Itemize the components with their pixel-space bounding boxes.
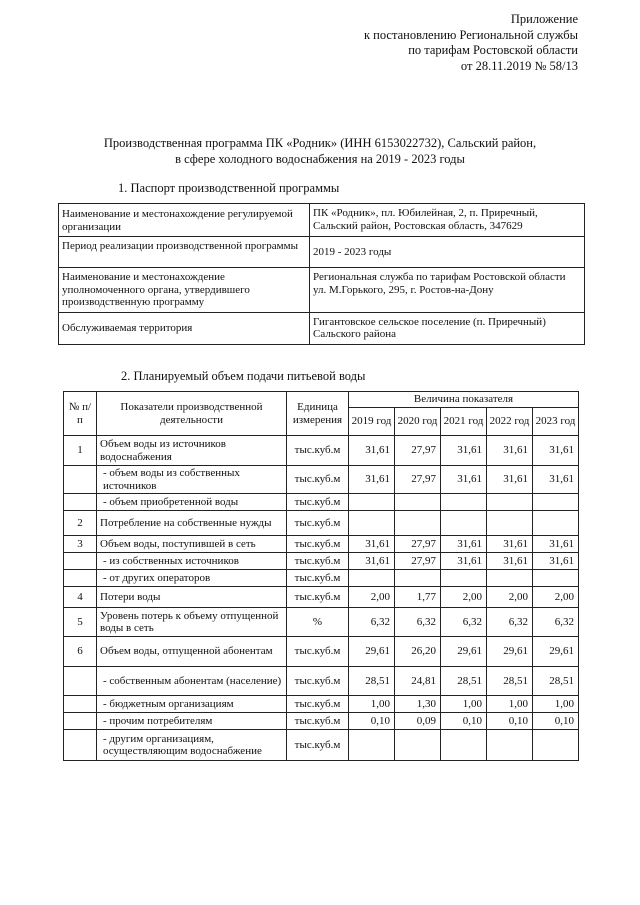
- col-header-number: № п/п: [64, 392, 97, 436]
- value-cell: 27,97: [395, 536, 441, 553]
- title-line: Производственная программа ПК «Родник» (ИНН 6153022732), Сальский район,: [103, 136, 537, 150]
- indicator-name: - собственным абонентам (население): [97, 667, 287, 696]
- unit-cell: %: [287, 608, 349, 637]
- value-cell: 0,10: [487, 713, 533, 730]
- appendix-line: по тарифам Ростовской области: [408, 43, 578, 57]
- value-cell: 2,00: [487, 587, 533, 608]
- value-cell: [395, 570, 441, 587]
- indicator-name: - бюджетным организациям: [97, 696, 287, 713]
- value-cell: [487, 511, 533, 536]
- table-row: [64, 696, 579, 713]
- value-cell: [441, 570, 487, 587]
- value-cell: 31,61: [441, 536, 487, 553]
- unit-cell: тыс.куб.м: [287, 637, 349, 667]
- appendix-line: от 28.11.2019 № 58/13: [460, 58, 578, 73]
- unit-cell: тыс.куб.м: [287, 730, 349, 761]
- indicator-name: - из собственных источников: [97, 553, 287, 570]
- value-cell: 1,00: [349, 696, 395, 713]
- passport-value: Гигантовское сельское поселение (п. Приречный) Сальского района: [310, 312, 585, 344]
- table-row: [64, 587, 579, 608]
- value-cell: [349, 730, 395, 761]
- indicator-name: Объем воды, поступившей в сеть: [97, 536, 287, 553]
- indicator-name: - прочим потребителям: [97, 713, 287, 730]
- value-cell: 1,30: [395, 696, 441, 713]
- value-cell: 29,61: [487, 637, 533, 667]
- table-row: [64, 570, 579, 587]
- unit-cell: тыс.куб.м: [287, 570, 349, 587]
- value-cell: 27,97: [395, 466, 441, 494]
- value-cell: 31,61: [441, 466, 487, 494]
- appendix-line: Приложение: [510, 12, 578, 26]
- value-cell: 1,77: [395, 587, 441, 608]
- col-header-year: 2023 год: [533, 408, 579, 436]
- row-number: [64, 713, 97, 730]
- value-cell: 6,32: [349, 608, 395, 637]
- col-header-year: 2019 год: [349, 408, 395, 436]
- value-cell: 31,61: [349, 553, 395, 570]
- value-cell: 29,61: [533, 637, 579, 667]
- unit-cell: тыс.куб.м: [287, 713, 349, 730]
- value-cell: 6,32: [533, 608, 579, 637]
- section-heading-volume: 2. Планируемый объем подачи питьевой воды: [121, 369, 366, 383]
- section-heading-passport: 1. Паспорт производственной программы: [118, 181, 340, 195]
- table-row: [59, 268, 585, 313]
- row-number: [64, 667, 97, 696]
- value-cell: 28,51: [441, 667, 487, 696]
- value-cell: 0,10: [533, 713, 579, 730]
- value-cell: [487, 494, 533, 511]
- table-row: [64, 637, 579, 667]
- value-cell: 0,09: [395, 713, 441, 730]
- row-number: 4: [64, 587, 97, 608]
- unit-cell: тыс.куб.м: [287, 511, 349, 536]
- row-number: [64, 494, 97, 511]
- value-cell: 24,81: [395, 667, 441, 696]
- value-cell: [349, 511, 395, 536]
- table-row: [64, 667, 579, 696]
- table-row: [64, 536, 579, 553]
- indicator-name: - объем приобретенной воды: [97, 494, 287, 511]
- value-cell: 31,61: [487, 536, 533, 553]
- table-row: [64, 713, 579, 730]
- title-line: в сфере холодного водоснабжения на 2019 - 2023 годы: [175, 152, 465, 166]
- value-cell: [441, 511, 487, 536]
- indicator-name: Потребление на собственные нужды: [97, 511, 287, 536]
- value-cell: 31,61: [533, 536, 579, 553]
- table-row: [64, 466, 579, 494]
- value-cell: [533, 730, 579, 761]
- value-cell: [533, 570, 579, 587]
- unit-cell: тыс.куб.м: [287, 466, 349, 494]
- value-cell: 1,00: [487, 696, 533, 713]
- row-number: [64, 730, 97, 761]
- value-cell: 6,32: [487, 608, 533, 637]
- row-number: 5: [64, 608, 97, 637]
- col-header-indicator: Показатели производственной деятельности: [97, 392, 287, 436]
- value-cell: 31,61: [487, 436, 533, 466]
- col-header-year: 2021 год: [441, 408, 487, 436]
- value-cell: 27,97: [395, 553, 441, 570]
- value-cell: 6,32: [441, 608, 487, 637]
- indicator-name: - от других операторов: [97, 570, 287, 587]
- value-cell: 31,61: [533, 553, 579, 570]
- indicator-name: Объем воды из источников водоснабжения: [97, 436, 287, 466]
- indicator-name: - другим организациям, осуществляющим водоснабжение: [97, 730, 287, 761]
- passport-key: Наименование и местонахождение уполномоченного органа, утвердившего производственную программу: [59, 268, 310, 313]
- row-number: [64, 553, 97, 570]
- col-header-unit: Единица измерения: [287, 392, 349, 436]
- value-cell: [533, 511, 579, 536]
- table-row: [59, 204, 585, 237]
- row-number: 6: [64, 637, 97, 667]
- unit-cell: тыс.куб.м: [287, 667, 349, 696]
- value-cell: 29,61: [441, 637, 487, 667]
- value-cell: 1,00: [441, 696, 487, 713]
- value-cell: [395, 494, 441, 511]
- unit-cell: тыс.куб.м: [287, 696, 349, 713]
- value-cell: 0,10: [441, 713, 487, 730]
- appendix-header: [364, 12, 578, 74]
- unit-cell: тыс.куб.м: [287, 536, 349, 553]
- value-cell: [395, 511, 441, 536]
- passport-key: Обслуживаемая территория: [59, 312, 310, 344]
- table-row: [64, 730, 579, 761]
- unit-cell: тыс.куб.м: [287, 436, 349, 466]
- value-cell: 2,00: [349, 587, 395, 608]
- indicator-name: Объем воды, отпущенной абонентам: [97, 637, 287, 667]
- value-cell: 31,61: [533, 436, 579, 466]
- table-row: [64, 553, 579, 570]
- indicator-name: Потери воды: [97, 587, 287, 608]
- value-cell: [441, 494, 487, 511]
- table-row: [64, 436, 579, 466]
- passport-table: [58, 203, 585, 345]
- value-cell: 2,00: [533, 587, 579, 608]
- value-cell: 31,61: [441, 436, 487, 466]
- unit-cell: тыс.куб.м: [287, 494, 349, 511]
- row-number: 2: [64, 511, 97, 536]
- value-cell: 31,61: [441, 553, 487, 570]
- water-volume-table-body: [64, 436, 579, 761]
- value-cell: 31,61: [349, 436, 395, 466]
- row-number: [64, 466, 97, 494]
- row-number: 3: [64, 536, 97, 553]
- value-cell: 31,61: [533, 466, 579, 494]
- unit-cell: тыс.куб.м: [287, 587, 349, 608]
- value-cell: 26,20: [395, 637, 441, 667]
- value-cell: 27,97: [395, 436, 441, 466]
- col-header-year: 2022 год: [487, 408, 533, 436]
- water-volume-table: [63, 391, 579, 761]
- passport-key: Период реализации производственной программы: [59, 237, 310, 268]
- value-cell: [487, 570, 533, 587]
- value-cell: 28,51: [349, 667, 395, 696]
- row-number: [64, 570, 97, 587]
- col-header-year: 2020 год: [395, 408, 441, 436]
- row-number: 1: [64, 436, 97, 466]
- value-cell: 31,61: [487, 466, 533, 494]
- passport-value: Региональная служба по тарифам Ростовской области ул. М.Горького, 295, г. Ростов-на-Дону: [310, 268, 585, 313]
- passport-value: 2019 - 2023 годы: [310, 237, 585, 268]
- value-cell: 28,51: [487, 667, 533, 696]
- value-cell: [441, 730, 487, 761]
- value-cell: 28,51: [533, 667, 579, 696]
- value-cell: [395, 730, 441, 761]
- value-cell: [533, 494, 579, 511]
- table-row: [59, 237, 585, 268]
- unit-cell: тыс.куб.м: [287, 553, 349, 570]
- passport-value: ПК «Родник», пл. Юбилейная, 2, п. Приречный, Сальский район, Ростовская область, 347629: [310, 204, 585, 237]
- value-cell: [349, 570, 395, 587]
- value-cell: 2,00: [441, 587, 487, 608]
- row-number: [64, 696, 97, 713]
- value-cell: 6,32: [395, 608, 441, 637]
- value-cell: 31,61: [487, 553, 533, 570]
- value-cell: 0,10: [349, 713, 395, 730]
- value-cell: 31,61: [349, 466, 395, 494]
- indicator-name: - объем воды из собственных источников: [97, 466, 287, 494]
- value-cell: 29,61: [349, 637, 395, 667]
- table-row: [64, 494, 579, 511]
- table-row: [64, 608, 579, 637]
- col-header-value-group: Величина показателя: [349, 392, 579, 408]
- indicator-name: Уровень потерь к объему отпущенной воды в сеть: [97, 608, 287, 637]
- value-cell: 31,61: [349, 536, 395, 553]
- appendix-line: к постановлению Региональной службы: [363, 27, 578, 42]
- table-row: [64, 511, 579, 536]
- passport-key: Наименование и местонахождение регулируемой организации: [59, 204, 310, 237]
- document-title: [0, 135, 640, 167]
- value-cell: [349, 494, 395, 511]
- value-cell: [487, 730, 533, 761]
- table-row: [59, 312, 585, 344]
- value-cell: 1,00: [533, 696, 579, 713]
